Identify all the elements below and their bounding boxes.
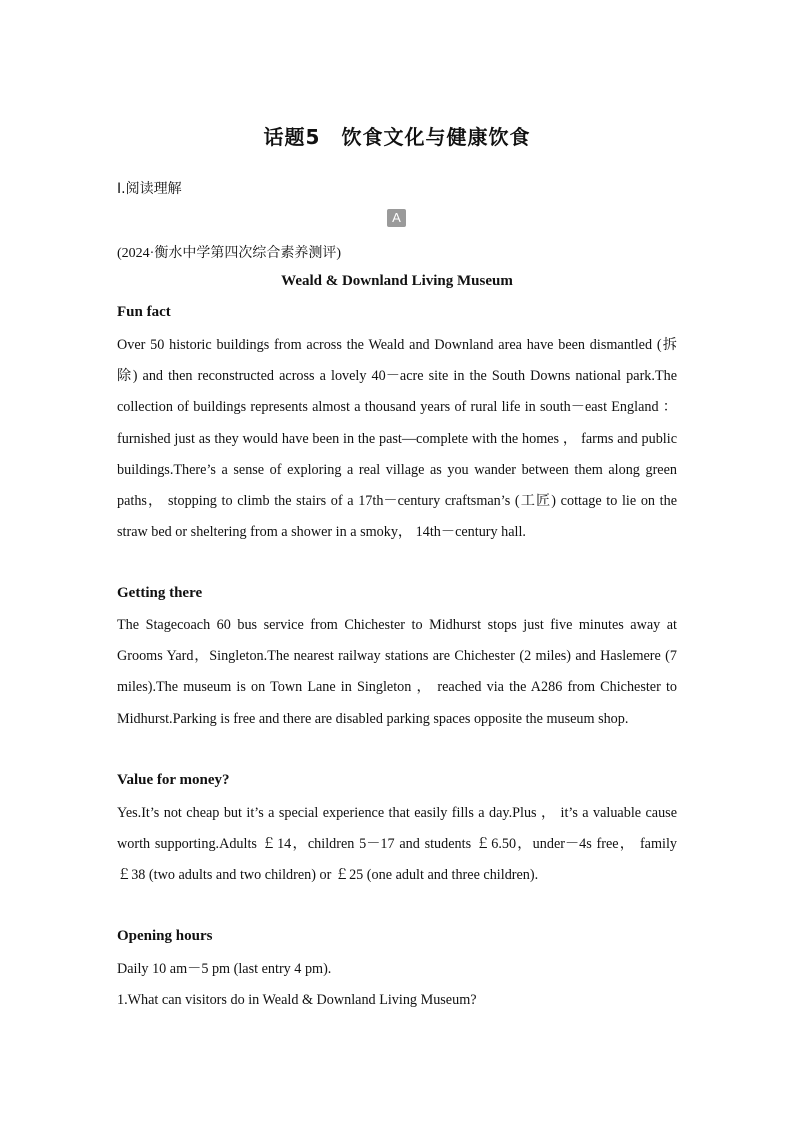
- paragraph-value-for-money: Yes.It’s not cheap but it’s a special experience that easily fills a day.Plus ， it’s a valuable cause worth supporting.Adults ￡14，children 5－17 and students ￡6.50，under－4s free， family ￡38 (two adults and two children) or ￡25 (one adult and three children).: [117, 805, 677, 884]
- article-title: Weald & Downland Living Museum: [281, 273, 513, 289]
- passage-badge: A: [387, 209, 406, 227]
- heading-fun-fact: Fun fact: [117, 304, 171, 320]
- paragraph-fun-fact: Over 50 historic buildings from across the Weald and Downland area have been dismantled (拆除) and then reconstructed across a lovely 40－acre site in the South Downs national park.The collection of buildings represents almost a thousand years of rural life in south－east England ： furnished just as they would have been in the past—complete with the homes ， farms and public buildings.There’s a sense of exploring a real village as you wander between them along green paths， stopping to climb the stairs of a 17th－century craftsman’s (工匠) cottage to lie on the straw bed or sheltering from a shower in a smoky， 14th－century hall.: [117, 337, 677, 541]
- question-1: 1.What can visitors do in Weald & Downland Living Museum?: [117, 992, 477, 1008]
- heading-opening-hours: Opening hours: [117, 928, 213, 944]
- heading-getting-there: Getting there: [117, 585, 203, 601]
- page-title: 话题5 饮食文化与健康饮食: [263, 125, 531, 149]
- section-heading: Ⅰ.阅读理解: [117, 181, 182, 197]
- paragraph-getting-there: The Stagecoach 60 bus service from Chichester to Midhurst stops just five minutes away at Grooms Yard，Singleton.The nearest railway stations are Chichester (2 miles) and Haslemere (7 miles).The museum is on Town Lane in Singleton ， reached via the A286 from Chichester to Midhurst.Parking is free and there are disabled parking spaces opposite the museum shop.: [117, 617, 677, 727]
- heading-value-for-money: Value for money?: [117, 772, 230, 788]
- paragraph-opening-hours: Daily 10 am－5 pm (last entry 4 pm).: [117, 961, 332, 977]
- source-citation: (2024·衡水中学第四次综合素养测评): [117, 246, 341, 261]
